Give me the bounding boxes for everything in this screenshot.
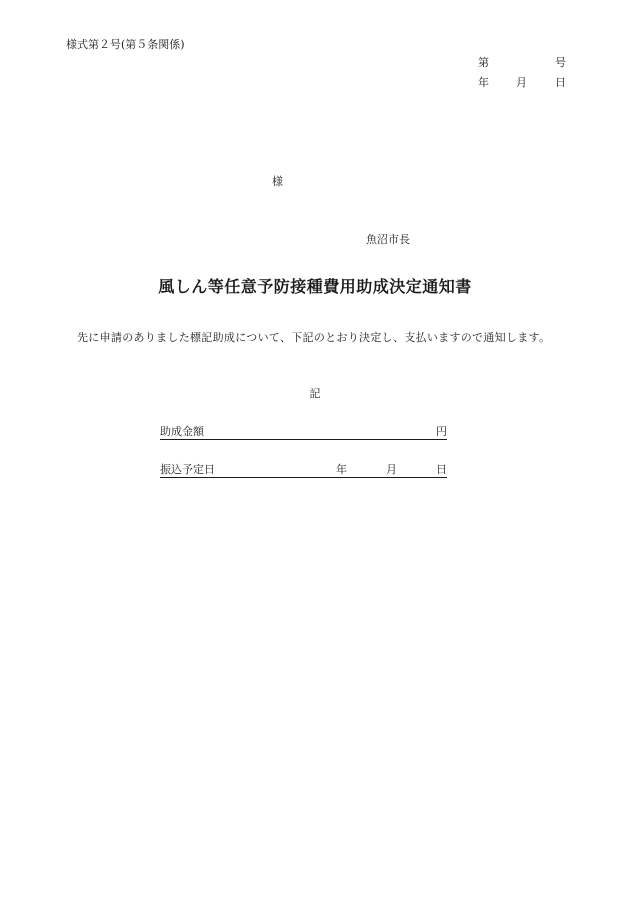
amount-label: 助成金額 [160, 425, 204, 438]
transfer-year: 年 [336, 463, 347, 476]
transfer-date-field [160, 463, 447, 478]
date-year: 年 [478, 76, 489, 89]
body-text: 先に申請のありました標記助成について、下記のとおり決定し、支払いますので通知します。 [77, 331, 551, 344]
transfer-day: 日 [436, 463, 447, 476]
transfer-date-label: 振込予定日 [160, 463, 215, 476]
document-date-line [478, 76, 566, 90]
amount-field [160, 425, 447, 440]
number-suffix: 号 [555, 56, 566, 69]
form-id: 様式第２号(第５条関係) [66, 38, 185, 51]
recipient: 様 [272, 175, 283, 188]
document-number-line [478, 56, 566, 70]
amount-unit: 円 [436, 425, 447, 438]
transfer-month: 月 [386, 463, 397, 476]
date-day: 日 [555, 76, 566, 89]
date-month: 月 [516, 76, 527, 89]
sender: 魚沼市長 [366, 233, 410, 246]
document-title: 風しん等任意予防接種費用助成決定通知書 [158, 277, 472, 296]
number-prefix: 第 [478, 56, 489, 69]
ki-heading: 記 [309, 387, 321, 400]
